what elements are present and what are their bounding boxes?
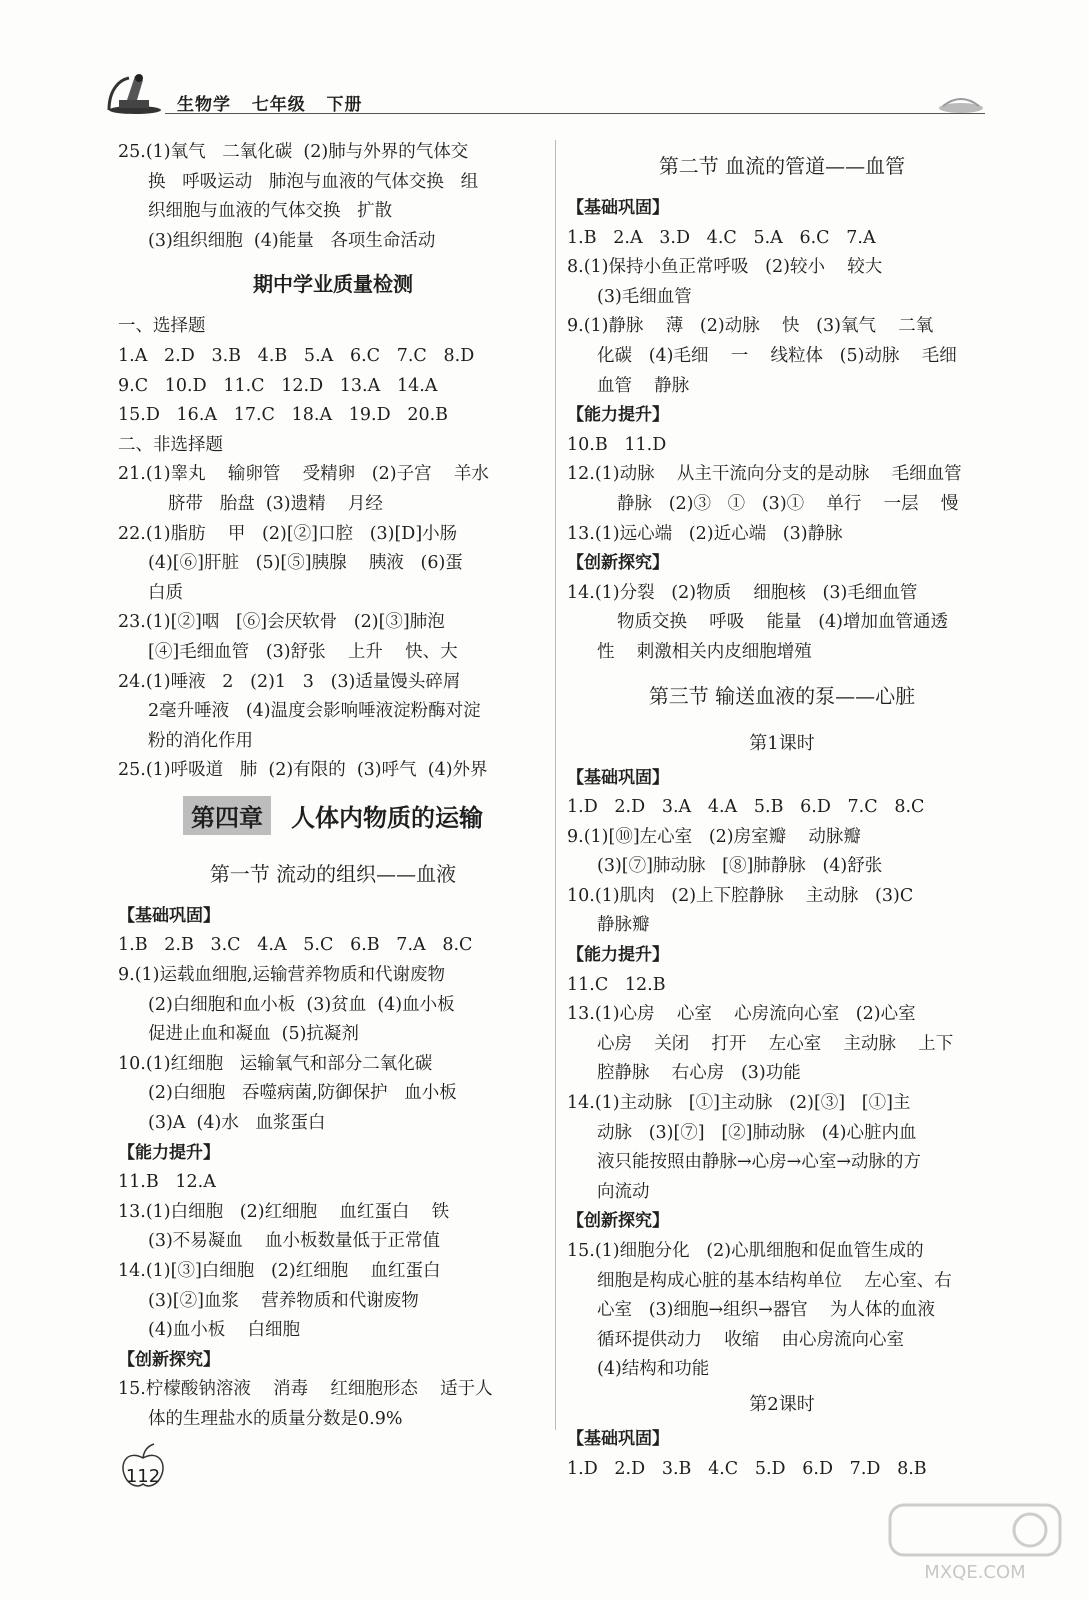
answer-line: 15.(1)细胞分化 (2)心肌细胞和促血管生成的: [567, 1241, 924, 1261]
answer-line: 15.柠檬酸钠溶液 消毒 红细胞形态 适于人: [118, 1379, 493, 1400]
answer-line: 15.D 16.A 17.C 18.A 19.D 20.B: [118, 405, 449, 426]
answer-line: 1.D 2.D 3.A 4.A 5.B 6.D 7.C 8.C: [567, 797, 925, 818]
answer-line: 14.(1)[③]白细胞 (2)红细胞 血红蛋白: [118, 1261, 441, 1281]
answer-line-continued: 静脉瓣: [597, 915, 650, 936]
section-label: 【创新探究】: [567, 1211, 669, 1232]
section-label: 【能力提升】: [567, 405, 669, 426]
answer-line-continued: 化碳 (4)毛细 一 线粒体 (5)动脉 毛细: [597, 345, 957, 366]
answer-line-continued: (3)不易凝血 血小板数量低于正常值: [148, 1231, 441, 1252]
answer-line: 21.(1)睾丸 输卵管 受精卵 (2)子宫 羊水: [118, 464, 489, 485]
left-column: [118, 138, 548, 1435]
answer-line-continued: (3)[⑦]肺动脉 [⑧]肺静脉 (4)舒张: [597, 856, 883, 877]
answer-line: 23.(1)[②]咽 [⑥]会厌软骨 (2)[③]肺泡: [118, 612, 445, 633]
header-rule: [165, 113, 985, 114]
answer-line: 11.B 12.A: [118, 1172, 216, 1193]
page-header: [105, 70, 985, 120]
watermark-icon: [880, 1500, 1070, 1560]
section-label: 【创新探究】: [567, 553, 669, 574]
right-column: [567, 138, 997, 1484]
answer-line: 9.(1)[⑩]左心室 (2)房室瓣 动脉瓣: [567, 826, 861, 847]
answer-line: 13.(1)远心端 (2)近心端 (3)静脉: [567, 523, 843, 544]
section-label: 【能力提升】: [118, 1142, 220, 1163]
answer-line-continued: 向流动: [597, 1181, 650, 1202]
answer-line: 8.(1)保持小鱼正常呼吸 (2)较小 较大: [567, 257, 883, 278]
answer-line-continued: 促进止血和凝血 (5)抗凝剂: [148, 1024, 359, 1045]
answer-line-continued: 织细胞与血液的气体交换 扩散: [148, 201, 393, 222]
answer-line-continued: [④]毛细血管 (3)舒张 上升 快、大: [148, 641, 458, 662]
answer-line: 10.(1)肌肉 (2)上下腔静脉 主动脉 (3)C: [567, 885, 914, 906]
answer-line: 13.(1)心房 心室 心房流向心室 (2)心室: [567, 1004, 916, 1025]
exam-title: 期中学业质量检测: [253, 272, 413, 297]
answer-line: 10.B 11.D: [567, 434, 667, 455]
section-label: 【创新探究】: [118, 1349, 220, 1370]
section-label: 【基础巩固】: [567, 198, 669, 218]
answer-line-continued: 物质交换 呼吸 能量 (4)增加血管通透: [617, 612, 948, 633]
section-label: 【基础巩固】: [567, 767, 669, 788]
answer-line-continued: (2)白细胞 吞噬病菌,防御保护 血小板: [148, 1083, 457, 1104]
section-label: 【能力提升】: [567, 945, 669, 966]
section-label: 【基础巩固】: [118, 905, 220, 926]
lesson-title: 第1课时: [749, 732, 815, 754]
answer-line: 14.(1)主动脉 [①]主动脉 (2)[③] [①]主: [567, 1093, 911, 1114]
answer-line: 1.B 2.A 3.D 4.C 5.A 6.C 7.A: [567, 227, 876, 248]
answer-line-continued: 心房 关闭 打开 左心室 主动脉 上下: [597, 1033, 954, 1054]
answer-line-continued: 白质: [148, 582, 183, 603]
watermark-text: MXQE.COM: [924, 1562, 1026, 1583]
answer-line: 9.(1)运载血细胞,运输营养物质和代谢废物: [118, 965, 446, 986]
answer-line: 9.C 10.D 11.C 12.D 13.A 14.A: [118, 375, 438, 396]
answer-line: 25.(1)氧气 二氧化碳 (2)肺与外界的气体交: [118, 142, 469, 162]
answer-line: 1.A 2.D 3.B 4.B 5.A 6.C 7.C 8.D: [118, 345, 475, 366]
answer-line-continued: (2)白细胞和血小板 (3)贫血 (4)血小板: [148, 994, 455, 1015]
answer-line-continued: 2毫升唾液 (4)温度会影响唾液淀粉酶对淀: [148, 701, 481, 722]
answer-line-continued: 腔静脉 右心房 (3)功能: [597, 1063, 801, 1084]
chapter-heading: [118, 786, 548, 846]
page-number-badge: [118, 1440, 168, 1490]
answer-line: 1.D 2.D 3.B 4.C 5.D 6.D 7.D 8.B: [567, 1458, 927, 1479]
section-title: 第二节 血流的管道——血管: [658, 154, 906, 178]
answer-line-continued: 体的生理盐水的质量分数是0.9%: [148, 1408, 403, 1429]
section-label: 【基础巩固】: [567, 1428, 669, 1449]
answer-line-continued: 循环提供动力 收缩 由心房流向心室: [597, 1329, 905, 1350]
answer-line-continued: 性 刺激相关内皮细胞增殖: [597, 641, 812, 662]
answer-line: 13.(1)白细胞 (2)红细胞 血红蛋白 铁: [118, 1201, 450, 1222]
answer-line: 10.(1)红细胞 运输氧气和部分二氧化碳: [118, 1053, 433, 1074]
decoration-icon: [937, 96, 985, 114]
page-number: 112: [125, 1466, 161, 1487]
chapter-title: 人体内物质的运输: [291, 803, 483, 832]
answer-line: 12.(1)动脉 从主干流向分支的是动脉 毛细血管: [567, 464, 962, 485]
answer-line-continued: 换 呼吸运动 肺泡与血液的气体交换 组: [148, 171, 479, 192]
answer-line-continued: (4)[⑥]肝脏 (5)[⑤]胰腺 胰液 (6)蛋: [148, 553, 463, 574]
watermark-logo: [880, 1500, 1070, 1590]
answer-line-continued: 静脉 (2)③ ① (3)① 单行 一层 慢: [617, 493, 959, 514]
section-title: 第一节 流动的组织——血液: [209, 861, 457, 886]
answer-line-continued: (4)血小板 白细胞: [148, 1320, 301, 1341]
answer-line-continued: 液只能按照由静脉→心房→心室→动脉的方: [597, 1152, 921, 1173]
chapter-number: 第四章: [183, 796, 271, 835]
answer-line: 14.(1)分裂 (2)物质 细胞核 (3)毛细血管: [567, 582, 918, 603]
answer-line: 一、选择题: [118, 316, 206, 337]
answer-line: 二、非选择题: [118, 434, 223, 455]
answer-line-continued: (4)结构和功能: [597, 1359, 710, 1380]
column-divider: [555, 140, 556, 1430]
answer-line-continued: 心室 (3)细胞→组织→器官 为人体的血液: [597, 1300, 936, 1321]
header-title: 生物学 七年级 下册: [177, 95, 363, 115]
answer-line-continued: 血管 静脉: [597, 375, 690, 396]
answer-line-continued: 动脉 (3)[⑦] [②]肺动脉 (4)心脏内血: [597, 1122, 917, 1143]
answer-line-continued: 粉的消化作用: [148, 730, 253, 751]
answer-line: 1.B 2.B 3.C 4.A 5.C 6.B 7.A 8.C: [118, 935, 473, 956]
answer-line: 22.(1)脂肪 甲 (2)[②]口腔 (3)[D]小肠: [118, 523, 458, 544]
section-title: 第三节 输送血液的泵——心脏: [648, 683, 916, 708]
answer-line: 25.(1)呼吸道 肺 (2)有限的 (3)呼气 (4)外界: [118, 760, 488, 781]
answer-line-continued: 脐带 胎盘 (3)遗精 月经: [168, 493, 383, 514]
answer-line-continued: (3)组织细胞 (4)能量 各项生命活动: [148, 230, 436, 251]
answer-line: 24.(1)唾液 2 (2)1 3 (3)适量馒头碎屑: [118, 671, 461, 692]
lesson-title: 第2课时: [749, 1393, 815, 1415]
answer-line: 9.(1)静脉 薄 (2)动脉 快 (3)氧气 二氧: [567, 316, 934, 337]
answer-line: 11.C 12.B: [567, 974, 666, 995]
answer-line-continued: (3)毛细血管: [597, 286, 692, 307]
answer-line-continued: 细胞是构成心脏的基本结构单位 左心室、右: [597, 1270, 952, 1291]
answer-line-continued: (3)A (4)水 血浆蛋白: [148, 1113, 326, 1134]
microscope-icon: [105, 70, 167, 116]
answer-line-continued: (3)[②]血浆 营养物质和代谢废物: [148, 1290, 419, 1311]
